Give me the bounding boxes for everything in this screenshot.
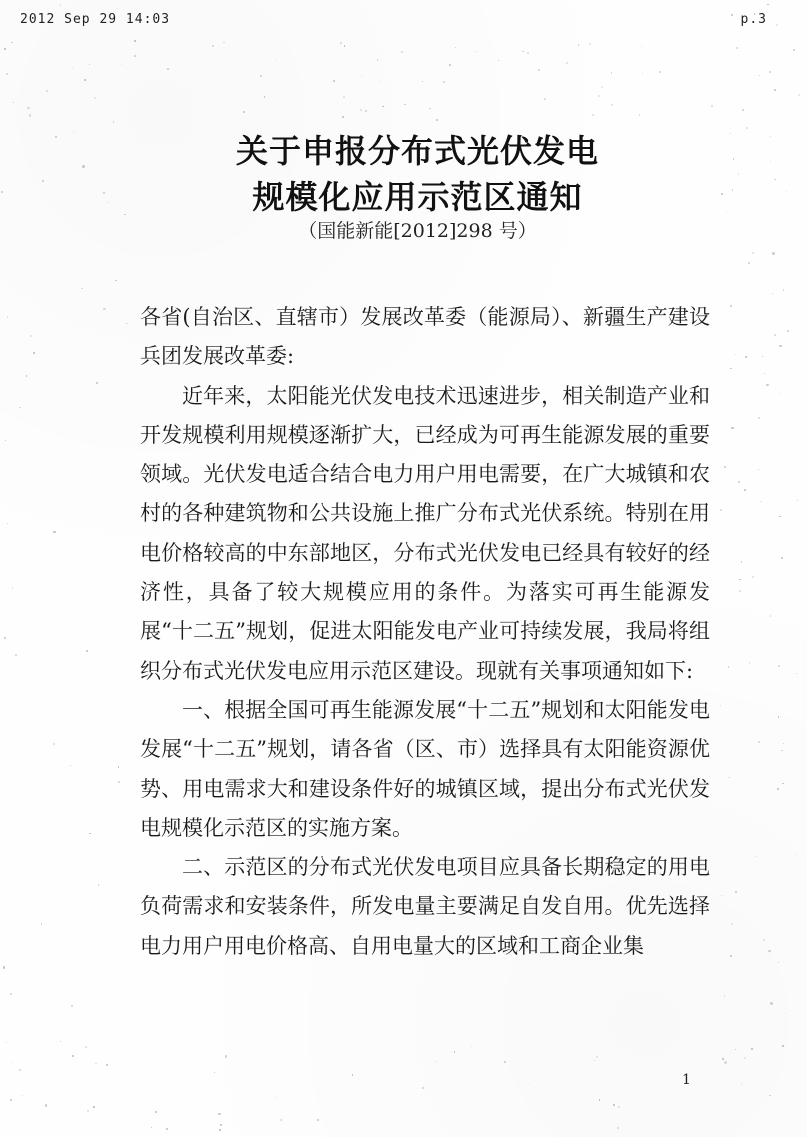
scan-speck xyxy=(70,765,71,766)
scan-speck xyxy=(739,590,741,592)
scan-speck xyxy=(344,45,345,46)
scan-speck xyxy=(594,1060,595,1061)
scan-speck xyxy=(659,71,661,73)
scan-speck xyxy=(772,293,773,294)
scan-speck xyxy=(361,75,362,76)
scan-speck xyxy=(113,121,115,123)
scan-speck xyxy=(340,42,342,44)
scan-speck xyxy=(26,375,28,377)
scan-speck xyxy=(782,1045,784,1047)
scan-speck xyxy=(72,1055,74,1057)
scan-speck xyxy=(538,69,540,71)
scan-speck xyxy=(764,373,765,374)
scan-speck xyxy=(730,368,732,370)
scan-speck xyxy=(544,98,546,100)
scan-speck xyxy=(793,49,795,51)
scan-speck xyxy=(728,777,729,778)
scan-speck xyxy=(730,955,732,957)
scan-speck xyxy=(796,673,797,674)
scan-speck xyxy=(71,1005,73,1007)
scan-speck xyxy=(751,1048,753,1050)
scan-speck xyxy=(730,305,733,308)
scan-speck xyxy=(53,743,55,745)
scan-speck xyxy=(4,48,6,50)
scan-speck xyxy=(4,637,6,639)
scan-speck xyxy=(151,1127,152,1128)
page-number: 1 xyxy=(682,1072,691,1088)
scan-speck xyxy=(212,45,214,47)
scan-speck xyxy=(436,119,438,121)
scan-speck xyxy=(82,165,84,167)
scan-speck xyxy=(589,43,591,45)
scan-speck xyxy=(748,262,750,264)
scan-speck xyxy=(7,316,9,318)
scan-speck xyxy=(276,1097,277,1098)
scan-speck xyxy=(770,1002,772,1004)
scan-speck xyxy=(770,161,771,162)
scan-speck xyxy=(783,289,785,291)
scan-speck xyxy=(611,104,613,106)
scan-speck xyxy=(33,352,35,354)
scan-speck xyxy=(776,24,778,26)
scan-speck xyxy=(382,106,384,108)
scan-speck xyxy=(780,393,781,394)
scan-speck xyxy=(429,108,430,109)
scan-speck xyxy=(86,650,88,652)
scan-speck xyxy=(89,64,90,65)
scan-speck xyxy=(214,1072,215,1073)
scan-speck xyxy=(758,417,760,419)
scan-speck xyxy=(639,114,640,115)
scan-speck xyxy=(167,68,169,70)
scan-speck xyxy=(592,114,594,116)
scan-speck xyxy=(13,102,15,104)
scan-speck xyxy=(449,64,451,66)
scan-speck xyxy=(443,81,445,83)
scan-speck xyxy=(711,105,713,107)
scan-speck xyxy=(529,1084,530,1085)
scan-speck xyxy=(738,481,740,483)
scan-speck xyxy=(787,330,789,332)
scan-speck xyxy=(770,615,772,617)
scan-speck xyxy=(5,440,6,441)
scan-speck xyxy=(578,44,580,46)
scan-speck xyxy=(377,59,379,61)
scan-speck xyxy=(10,993,12,995)
scan-speck xyxy=(134,55,136,57)
scan-speck xyxy=(401,51,403,53)
scan-speck xyxy=(752,576,754,578)
scan-speck xyxy=(566,62,568,64)
scan-speck xyxy=(772,252,775,255)
scan-speck xyxy=(365,110,367,112)
scan-speck xyxy=(10,1099,12,1101)
scan-speck xyxy=(155,1111,157,1113)
fax-header xyxy=(20,12,767,32)
scan-speck xyxy=(115,280,117,282)
scan-speck xyxy=(27,107,30,110)
scan-speck xyxy=(19,1069,21,1071)
scan-speck xyxy=(504,1061,506,1063)
scan-speck xyxy=(498,60,499,61)
scan-speck xyxy=(745,356,747,358)
scan-speck xyxy=(7,523,8,524)
scan-speck xyxy=(744,1057,746,1059)
scan-speck xyxy=(342,116,344,118)
scan-speck xyxy=(770,136,772,138)
scan-speck xyxy=(134,40,136,42)
scan-speck xyxy=(774,334,776,336)
scan-speck xyxy=(98,884,100,886)
scan-speck xyxy=(744,489,746,491)
scan-speck xyxy=(223,42,225,44)
scan-speck xyxy=(95,1063,97,1065)
scan-speck xyxy=(611,72,613,74)
scan-speck xyxy=(722,1058,723,1059)
scan-speck xyxy=(741,1084,742,1085)
scan-speck xyxy=(617,1127,619,1129)
scan-speck xyxy=(93,1106,95,1108)
scan-speck xyxy=(81,288,83,290)
scan-speck xyxy=(733,158,734,159)
scan-speck xyxy=(731,427,733,429)
scan-speck xyxy=(726,211,728,213)
scan-speck xyxy=(60,1041,62,1043)
scan-speck xyxy=(219,1129,221,1131)
scan-speck xyxy=(46,90,48,92)
document-number: （国能新能[2012]298 号） xyxy=(298,220,537,242)
scan-speck xyxy=(724,1061,727,1064)
scan-speck xyxy=(779,516,781,518)
scan-speck xyxy=(380,81,381,82)
scan-speck xyxy=(276,60,277,61)
scan-speck xyxy=(522,51,523,52)
scan-speck xyxy=(735,354,736,355)
scan-speck xyxy=(735,891,737,893)
document-title-line-2: 规模化应用示范区通知 xyxy=(252,178,583,216)
scan-speck xyxy=(784,1013,785,1014)
scan-speck xyxy=(118,766,120,768)
scan-speck xyxy=(768,950,770,952)
scan-speck xyxy=(87,1110,89,1112)
scan-speck xyxy=(220,1124,222,1126)
scan-speck xyxy=(778,665,780,667)
scan-speck xyxy=(317,1119,319,1121)
scan-speck xyxy=(763,939,765,941)
scan-speck xyxy=(742,109,744,111)
scan-speck xyxy=(778,716,780,718)
scan-speck xyxy=(166,1128,168,1130)
scan-speck xyxy=(343,96,345,98)
scan-speck xyxy=(596,1056,598,1058)
scan-speck xyxy=(1,191,3,193)
scan-speck xyxy=(422,1087,424,1089)
scan-speck xyxy=(618,1106,620,1108)
scan-speck xyxy=(781,557,782,558)
paragraph-item-1: 一、根据全国可再生能源发展“十二五”规划和太阳能发电发展“十二五”规划，请各省（区、市）选择具有太阳能资源优势、用电需求大和建设条件好的城镇区域，提出分布式光伏发电规模化示范区的实施方案。 xyxy=(140,697,710,840)
scan-speck xyxy=(60,4,62,6)
scan-speck xyxy=(84,79,86,81)
scan-speck xyxy=(762,356,763,357)
scan-speck xyxy=(126,323,127,324)
scan-speck xyxy=(72,68,73,69)
scan-speck xyxy=(752,252,754,254)
scan-speck xyxy=(599,1099,601,1101)
document-title-line-1: 关于申报分布式光伏发电 xyxy=(235,132,599,170)
scan-speck xyxy=(527,52,529,54)
scan-speck xyxy=(598,95,600,97)
scan-speck xyxy=(782,783,783,784)
scan-speck xyxy=(613,1104,615,1106)
scan-speck xyxy=(766,384,768,386)
recipient-line: 各省(自治区、直辖市）发展改革委（能源局）、新疆生产建设兵团发展改革委: xyxy=(140,305,710,369)
scan-speck xyxy=(280,1119,282,1121)
scan-speck xyxy=(12,587,13,588)
scan-speck xyxy=(728,666,730,668)
document-body xyxy=(140,298,710,966)
scan-speck xyxy=(85,1046,87,1048)
scan-speck xyxy=(264,96,266,98)
scan-speck xyxy=(475,51,476,52)
scan-speck xyxy=(454,1051,456,1053)
scan-speck xyxy=(778,962,779,963)
scan-speck xyxy=(6,1042,7,1043)
scan-speck xyxy=(360,109,362,111)
scan-speck xyxy=(435,1061,436,1062)
scan-speck xyxy=(720,705,721,706)
scan-speck xyxy=(11,1062,12,1063)
scan-speck xyxy=(797,500,798,501)
scan-speck xyxy=(96,382,98,384)
scan-speck xyxy=(746,127,748,129)
scan-speck xyxy=(739,579,740,580)
scan-speck xyxy=(53,531,55,533)
scan-speck xyxy=(735,1049,736,1050)
paragraph-intro: 近年来，太阳能光伏发电技术迅速进步，相关制造产业和开发规模利用规模逐渐扩大，已经成为可再生能源发展的重要领域。光伏发电适合结合电力用户用电需要，在广大城镇和农村的各种建筑物和公共设施上推广分布式光伏系统。特别在用电价格较高的中东部地区，分布式光伏发电已经具有较好的经济性，具备了较大规模应用的条件。为落实可再生能源发展“十二五”规划，促进太阳能发电产业可持续发展，我局将组织分布式光伏发电应用示范区建设。现就有关事项通知如下: xyxy=(140,383,710,683)
scan-speck xyxy=(94,97,96,99)
scan-speck xyxy=(41,923,43,925)
scan-speck xyxy=(759,75,760,76)
scan-speck xyxy=(352,1074,354,1076)
scan-speck xyxy=(798,94,800,96)
scan-speck xyxy=(455,47,456,48)
scan-speck xyxy=(106,1064,108,1066)
scan-speck xyxy=(769,1095,771,1097)
scan-speck xyxy=(758,741,760,743)
scan-speck xyxy=(333,80,335,82)
scan-speck xyxy=(22,1095,23,1096)
scan-speck xyxy=(741,561,743,563)
scan-speck xyxy=(89,833,90,834)
paragraph-item-2: 二、示范区的分布式光伏发电项目应具备长期稳定的用电负荷需求和安装条件，所发电量主要满足自发自用。优先选择电力用户用电价格高、自用电量大的区域和工商企业集 xyxy=(140,855,710,958)
scan-speck xyxy=(45,1104,47,1106)
scan-speck xyxy=(796,854,797,855)
scan-speck xyxy=(720,509,722,511)
scan-speck xyxy=(243,111,245,113)
scan-speck xyxy=(29,114,31,116)
scan-speck xyxy=(19,407,20,408)
scan-speck xyxy=(777,788,779,790)
fax-timestamp: 2012 Sep 29 14:03 xyxy=(20,12,171,27)
scan-speck xyxy=(121,64,122,65)
scan-speck xyxy=(103,308,105,310)
scan-speck xyxy=(642,73,643,74)
scan-speck xyxy=(760,501,762,503)
scan-speck xyxy=(736,47,738,49)
scan-speck xyxy=(783,743,784,744)
scan-speck xyxy=(6,73,8,75)
scan-speck xyxy=(30,335,32,337)
scan-speck xyxy=(749,662,751,664)
fax-page-indicator: p.3 xyxy=(740,12,767,27)
scan-speck xyxy=(724,466,726,468)
scan-speck xyxy=(774,89,776,91)
scan-speck xyxy=(225,1055,228,1058)
scan-speck xyxy=(218,1113,220,1115)
scan-speck xyxy=(422,81,423,82)
scan-speck xyxy=(260,75,262,77)
scan-speck xyxy=(724,995,725,996)
scan-speck xyxy=(767,4,768,5)
scan-speck xyxy=(471,1046,472,1047)
scan-speck xyxy=(731,923,733,925)
scan-speck xyxy=(601,86,603,88)
scan-speck xyxy=(769,71,771,73)
scan-speck xyxy=(3,966,5,968)
scan-speck xyxy=(758,469,759,470)
scan-speck xyxy=(779,345,781,347)
scan-speck xyxy=(15,654,17,656)
scan-speck xyxy=(721,895,722,896)
scan-speck xyxy=(118,781,120,783)
scan-speck xyxy=(781,750,783,752)
scan-speck xyxy=(641,46,643,48)
scan-speck xyxy=(11,42,12,43)
scan-speck xyxy=(404,104,406,106)
scan-speck xyxy=(756,856,757,857)
